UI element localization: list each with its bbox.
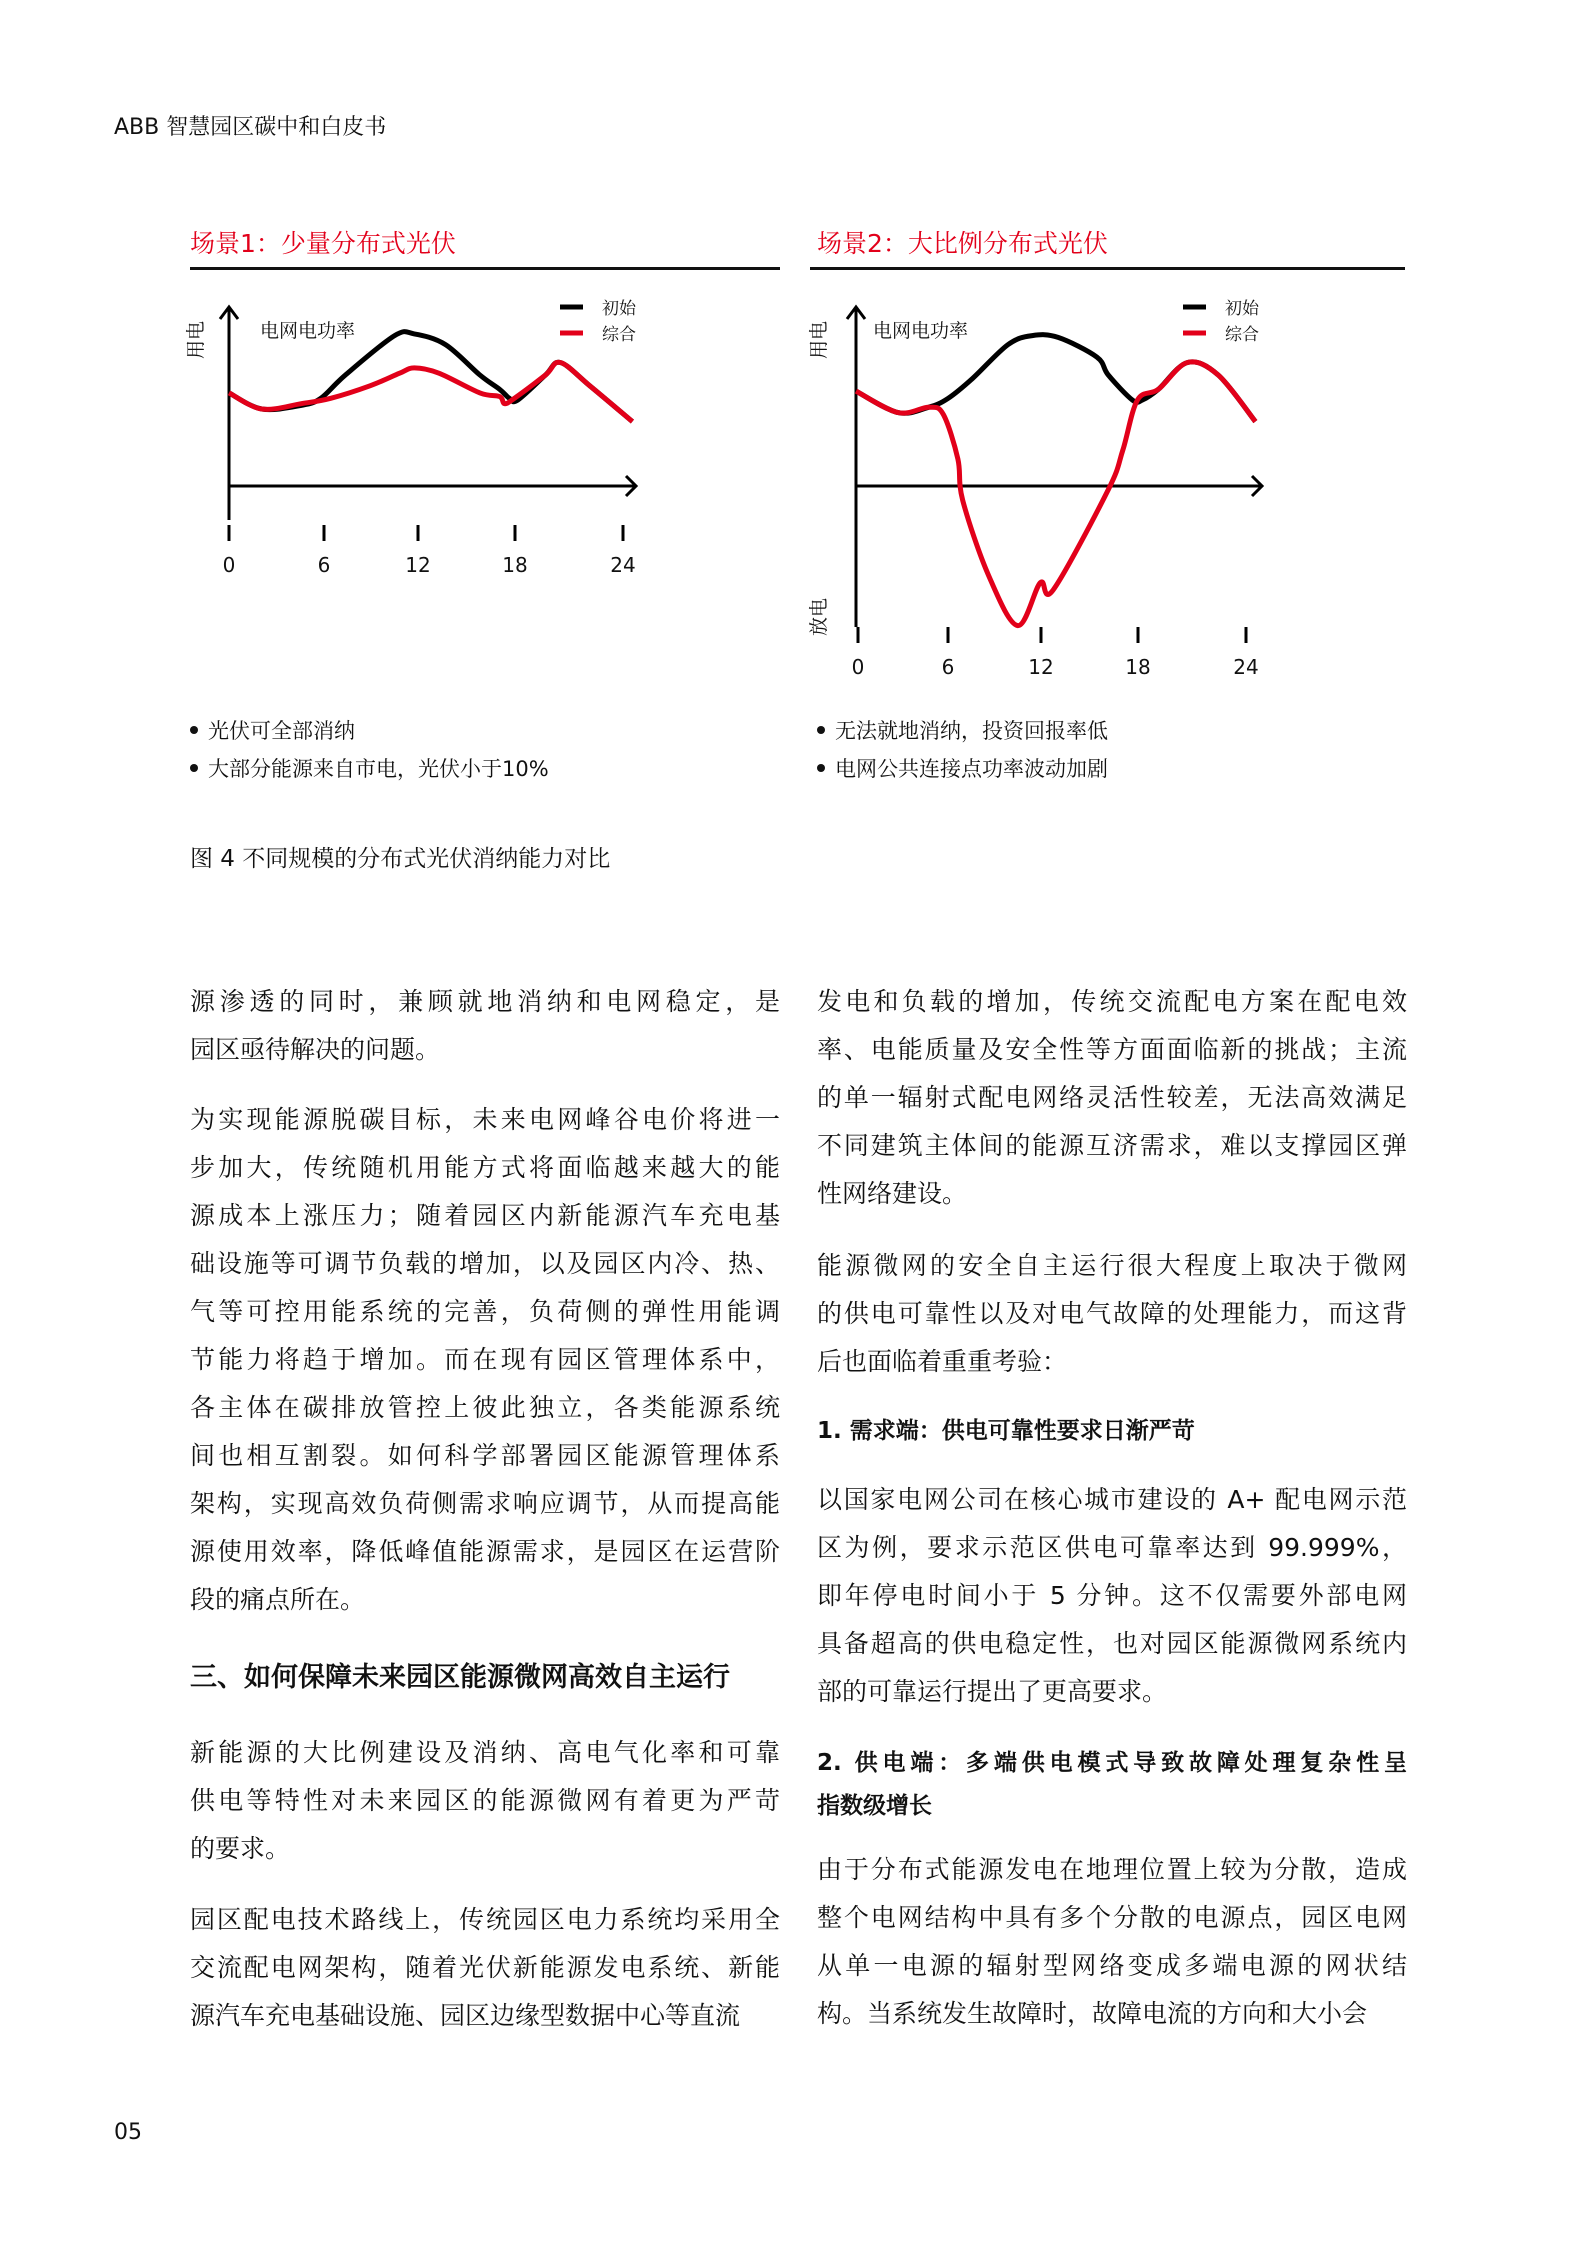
text-line: 2. 供电端：多端供电模式导致故障处理复杂性呈 [817,1750,1407,1776]
paragraph [817,1242,1407,1386]
y-positive-label: 用电 [808,320,830,360]
bullet-text: 电网公共连接点功率波动加剧 [835,757,1108,781]
text-line: 源使用效率，降低峰值能源需求，是园区在运营阶 [190,1537,780,1566]
text-line: 以国家电网公司在核心城市建设的 A+ 配电网示范 [817,1485,1407,1514]
text-line: 源汽车充电基础设施、园区边缘型数据中心等直流 [190,2001,741,2030]
bullet-dot-icon [190,726,198,734]
section-heading [817,1410,1407,1453]
y-axis-title: 电网电功率 [873,320,969,342]
text-line: 不同建筑主体间的能源互济需求，难以支撑园区弹 [817,1131,1407,1160]
text-line: 发电和负载的增加，传统交流配电方案在配电效 [817,987,1407,1016]
y-positive-label: 用电 [185,320,207,360]
paragraph [190,978,780,1074]
y-negative-label: 放电 [808,597,830,637]
chart-1 [185,299,637,577]
paragraph [190,1729,780,1873]
text-line: 1. 需求端：供电可靠性要求日渐严苛 [817,1418,1195,1444]
text-line: 三、如何保障未来园区能源微网高效自主运行 [190,1662,730,1693]
text-line: 各主体在碳排放管控上彼此独立，各类能源系统 [190,1393,780,1422]
text-line: 构。当系统发生故障时，故障电流的方向和大小会 [817,1999,1368,2028]
x-tick-label: 6 [941,655,955,679]
text-line: 步加大，传统随机用能方式将面临越来越大的能 [190,1153,780,1182]
scenario1-title: 场景1：少量分布式光伏 [190,229,456,258]
text-line: 的要求。 [190,1834,291,1863]
text-line: 指数级增长 [817,1793,932,1819]
text-line: 架构，实现高效负荷侧需求响应调节，从而提高能 [190,1489,780,1518]
section-heading [190,1654,780,1702]
text-line: 节能力将趋于增加。而在现有园区管理体系中， [190,1345,780,1374]
legend-label: 综合 [1225,325,1259,345]
text-line: 率、电能质量及安全性等方面面临新的挑战；主流 [817,1035,1407,1064]
scenario1-bullet [190,715,355,745]
x-tick-label: 24 [610,553,636,577]
x-tick-label: 18 [1125,655,1151,679]
x-tick-label: 0 [851,655,865,679]
paragraph [817,1846,1407,2038]
text-line: 园区亟待解决的问题。 [190,1035,441,1064]
bullet-dot-icon [817,726,825,734]
paragraph [190,1896,780,2040]
text-line: 气等可控用能系统的完善，负荷侧的弹性用能调 [190,1297,780,1326]
text-line: 新能源的大比例建设及消纳、高电气化率和可靠 [190,1738,780,1767]
text-line: 源渗透的同时，兼顾就地消纳和电网稳定，是 [190,987,780,1016]
bullet-text: 光伏可全部消纳 [208,719,355,743]
text-line: 后也面临着重重考验： [817,1347,1068,1376]
text-line: 即年停电时间小于 5 分钟。这不仅需要外部电网 [817,1581,1407,1610]
series-line-combined [229,362,632,421]
text-line: 从单一电源的辐射型网络变成多端电源的网状结 [817,1951,1407,1980]
legend-label: 初始 [1225,299,1259,319]
figure-caption: 图 4 不同规模的分布式光伏消纳能力对比 [190,846,611,872]
text-line: 段的痛点所在。 [190,1585,366,1614]
legend-label: 综合 [602,325,636,345]
text-line: 部的可靠运行提出了更高要求。 [817,1677,1168,1706]
text-line: 交流配电网架构，随着光伏新能源发电系统、新能 [190,1953,780,1982]
text-line: 为实现能源脱碳目标，未来电网峰谷电价将进一 [190,1105,780,1134]
text-line: 供电等特性对未来园区的能源微网有着更为严苛 [190,1786,780,1815]
bullet-dot-icon [190,764,198,772]
scenario2-bullet [817,753,1108,783]
chart-2 [808,299,1262,679]
text-line: 础设施等可调节负载的增加，以及园区内冷、热、 [190,1249,780,1278]
text-line: 具备超高的供电稳定性，也对园区能源微网系统内 [817,1629,1407,1658]
section-heading [817,1742,1407,1828]
scenario1-bullet [190,753,549,783]
text-line: 源成本上涨压力；随着园区内新能源汽车充电基 [190,1201,780,1230]
series-line-combined [856,362,1255,626]
text-line: 由于分布式能源发电在地理位置上较为分散，造成 [817,1855,1407,1884]
running-head: ABB 智慧园区碳中和白皮书 [114,115,387,140]
text-line: 间也相互割裂。如何科学部署园区能源管理体系 [190,1441,780,1470]
x-tick-label: 0 [222,553,236,577]
text-line: 能源微网的安全自主运行很大程度上取决于微网 [817,1251,1407,1280]
x-tick-label: 6 [317,553,331,577]
scenario2-title: 场景2：大比例分布式光伏 [817,229,1108,258]
text-line: 整个电网结构中具有多个分散的电源点，园区电网 [817,1903,1407,1932]
text-line: 的供电可靠性以及对电气故障的处理能力，而这背 [817,1299,1407,1328]
x-tick-label: 24 [1233,655,1259,679]
page-number: 05 [114,2120,142,2145]
bullet-text: 无法就地消纳，投资回报率低 [835,719,1108,743]
paragraph [190,1096,780,1624]
x-tick-label: 12 [1028,655,1054,679]
text-line: 区为例，要求示范区供电可靠率达到 99.999%， [817,1533,1407,1562]
text-line: 的单一辐射式配电网络灵活性较差，无法高效满足 [817,1083,1407,1112]
bullet-text: 大部分能源来自市电，光伏小于10% [208,757,549,781]
text-line: 园区配电技术路线上，传统园区电力系统均采用全 [190,1905,780,1934]
paragraph [817,1476,1407,1716]
legend-label: 初始 [602,299,636,319]
bullet-dot-icon [817,764,825,772]
text-line: 性网络建设。 [817,1179,968,1208]
x-tick-label: 12 [405,553,431,577]
scenario2-bullet [817,715,1108,745]
y-axis-title: 电网电功率 [260,320,356,342]
x-tick-label: 18 [502,553,528,577]
charts-canvas [0,0,1586,700]
paragraph [817,978,1407,1218]
